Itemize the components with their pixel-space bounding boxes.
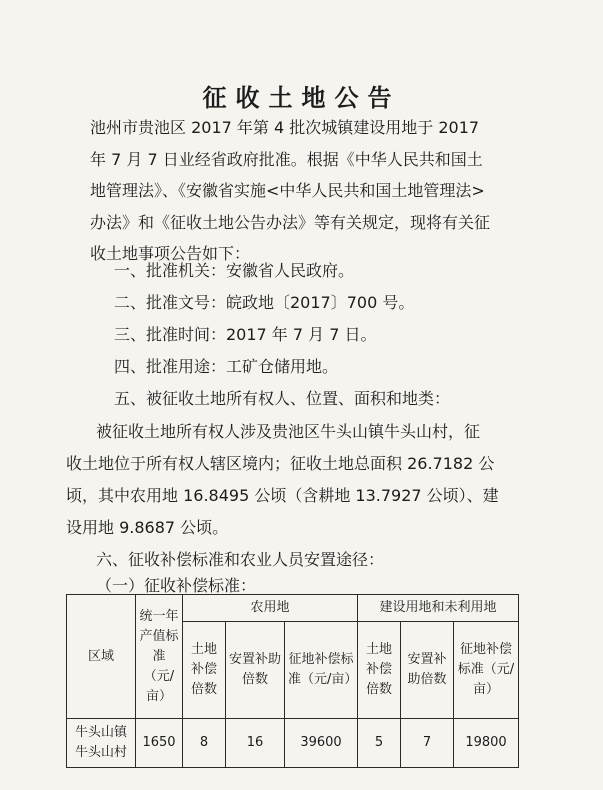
item-approval-date: 三、批准时间：2017 年 7 月 7 日。	[114, 325, 377, 344]
header-farm-resettle-multiple: 安置补助倍数	[226, 622, 285, 719]
table-row	[67, 719, 519, 768]
item-approval-number: 二、批准文号：皖政地〔2017〕700 号。	[114, 293, 415, 312]
intro-paragraph	[90, 112, 498, 270]
header-farm-comp-standard: 征地补偿标准（元/亩）	[285, 622, 358, 719]
header-farmland: 农用地	[183, 595, 358, 622]
subsection-1-heading: （一）征收补偿标准：	[96, 576, 257, 595]
table-header-row	[67, 595, 519, 622]
item-land-owner-header: 五、被征收土地所有权人、位置、面积和地类：	[114, 389, 451, 408]
header-region: 区域	[67, 595, 136, 719]
header-build-resettle-multiple: 安置补助倍数	[401, 622, 454, 719]
intro-text: 池州市贵池区 2017 年第 4 批次城镇建设用地于 2017 年 7 月 7 日业经省政府批准。根据《中华人民共和国土地管理法》、《安徽省实施<中华人民共和国土地管理法>办法》和《征收土地公告办法》等有关规定，现将有关征收土地事项公告如下：	[90, 118, 491, 263]
land-desc-line-4: 设用地 9.8687 公顷。	[66, 518, 229, 537]
cell-build-land-multiple: 5	[358, 719, 401, 768]
cell-build-resettle-multiple: 7	[401, 719, 454, 768]
land-desc-line-3: 顷，其中农用地 16.8495 公顷（含耕地 13.7927 公顷）、建	[66, 486, 499, 505]
page-title: 征收土地公告	[202, 84, 401, 112]
header-build-comp-standard: 征地补偿标准（元/亩）	[454, 622, 519, 719]
header-construction-land: 建设用地和未利用地	[358, 595, 519, 622]
cell-farm-land-multiple: 8	[183, 719, 226, 768]
cell-farm-comp-standard: 39600	[285, 719, 358, 768]
cell-build-comp-standard: 19800	[454, 719, 519, 768]
land-desc-line-1: 被征收土地所有权人涉及贵池区牛头山镇牛头山村，征	[96, 422, 481, 441]
cell-region: 牛头山镇牛头山村	[67, 719, 136, 768]
land-desc-line-2: 收土地位于所有权人辖区境内；征收土地总面积 26.7182 公	[66, 454, 495, 473]
header-annual-output: 统一年产值标准（元/亩）	[136, 595, 183, 719]
section-6-heading: 六、征收补偿标准和农业人员安置途径：	[96, 550, 385, 569]
item-approval-use: 四、批准用途：工矿仓储用地。	[114, 357, 339, 376]
compensation-table	[66, 594, 519, 768]
cell-annual-output: 1650	[136, 719, 183, 768]
header-build-land-multiple: 土地补偿倍数	[358, 622, 401, 719]
item-approval-authority: 一、批准机关：安徽省人民政府。	[114, 261, 355, 280]
header-farm-land-multiple: 土地补偿倍数	[183, 622, 226, 719]
cell-farm-resettle-multiple: 16	[226, 719, 285, 768]
